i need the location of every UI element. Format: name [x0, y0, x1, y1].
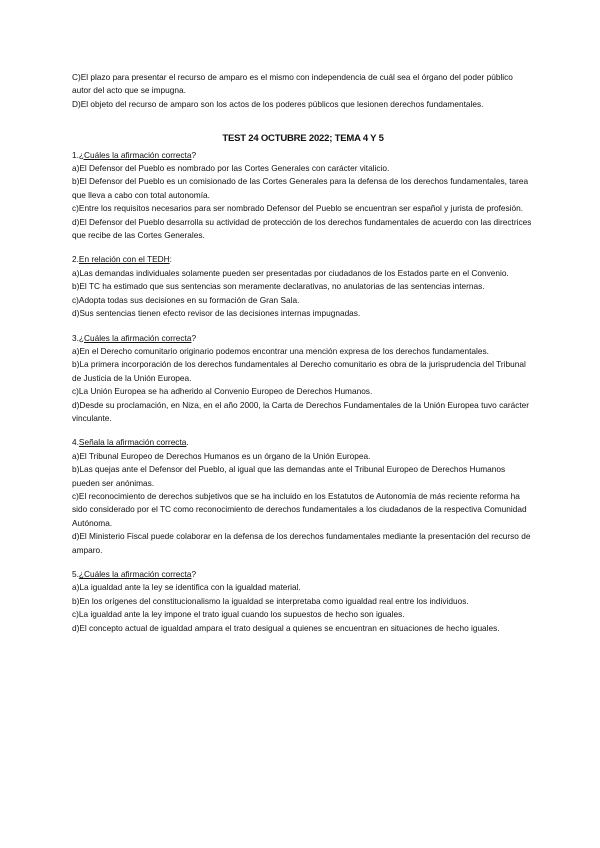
question-number: 3.	[72, 332, 79, 343]
option-b: b)Las quejas ante el Defensor del Pueblo, al igual que las demandas ante el Tribunal Europeo de Derechos Humanos pueden ser anónimas.	[72, 464, 506, 488]
option-b: b)La primera incorporación de los derechos fundamentales al Derecho comunitario es obra de la jurisprudencia del Tribunal de Justicia de la Unión Europea.	[72, 359, 526, 383]
question-suffix: ?	[191, 149, 197, 160]
option-a: a)El Defensor del Pueblo es nombrado por las Cortes Generales con carácter vitalicio.	[72, 163, 390, 174]
question-text: ¿Cuáles la afirmación correcta	[78, 149, 192, 160]
question-header	[72, 568, 534, 581]
document-body	[72, 71, 534, 635]
option-c: c)La igualdad ante la ley impone el trato igual cuando los supuestos de hecho son iguales.	[72, 609, 405, 620]
question-header	[72, 332, 534, 345]
option-d: d)El Ministerio Fiscal puede colaborar en la defensa de los derechos fundamentales mediante la presentación del recurso de amparo.	[72, 531, 531, 555]
question-number: 2.	[72, 254, 79, 265]
option-c: c)El reconocimiento de derechos subjetivos que se ha incluido en los Estatutos de Autonomía de más reciente reforma ha sido considerado por el TC como reconocimiento de derechos fundamentales a los ciudadanos de la respectiva Comunidad Autónoma.	[72, 490, 527, 528]
question-text: En relación con el TEDH	[78, 254, 170, 265]
option-d: d)Sus sentencias tienen efecto revisor de las decisiones internas impugnadas.	[72, 308, 361, 319]
option-d: d)El concepto actual de igualdad ampara el trato desigual a quienes se encuentran en situaciones de hecho iguales.	[72, 622, 500, 633]
intro-paragraph-d: D)El objeto del recurso de amparo son los actos de los poderes públicos que lesionen derechos fundamentales.	[72, 98, 484, 109]
option-b: b)El Defensor del Pueblo es un comisionado de las Cortes Generales para la defensa de los derechos fundamentales, tarea que lleva a cabo con total autonomía.	[72, 176, 529, 200]
option-d: d)Desde su proclamación, en Niza, en el año 2000, la Carta de Derechos Fundamentales de la Unión Europea tuvo carácter vinculante.	[72, 399, 530, 423]
question-suffix: .	[186, 437, 189, 448]
question-suffix: ?	[191, 332, 197, 343]
question-number: 4.	[72, 437, 79, 448]
question-suffix: ?	[191, 569, 197, 579]
option-c: c)Entre los requisitos necesarios para ser nombrado Defensor del Pueblo se encuentran ser español y jurista de profesión.	[72, 203, 524, 214]
question-number: 1.	[72, 149, 79, 160]
question-text: ¿Cuáles la afirmación correcta	[78, 332, 192, 343]
question-1	[72, 149, 534, 243]
question-header	[72, 436, 534, 449]
option-a: a)En el Derecho comunitario originario podemos encontrar una mención expresa de los derechos fundamentales.	[72, 345, 489, 356]
option-b: b)En los orígenes del constitucionalismo la igualdad se interpretaba como igualdad real entre los individuos.	[72, 595, 469, 606]
question-number: 5.	[72, 569, 79, 579]
option-b: b)El TC ha estimado que sus sentencias son meramente declarativas, no anulatorias de las sentencias internas.	[72, 281, 485, 292]
question-header	[72, 149, 534, 162]
intro-paragraph-c: C)El plazo para presentar el recurso de amparo es el mismo con independencia de cuál sea el órgano del poder público autor del acto que se impugna.	[72, 72, 513, 96]
option-a: a)La igualdad ante la ley se identifica con la igualdad material.	[72, 582, 301, 593]
option-d: d)El Defensor del Pueblo desarrolla su actividad de protección de los derechos fundamentales de acuerdo con las directrices que recibe de las Cortes Generales.	[72, 216, 532, 241]
option-a: a)Las demandas individuales solamente pueden ser presentadas por ciudadanos de los Estados parte en el Convenio.	[72, 267, 509, 278]
option-c: c)La Unión Europea se ha adherido al Convenio Europeo de Derechos Humanos.	[72, 386, 373, 397]
option-c: c)Adopta todas sus decisiones en su formación de Gran Sala.	[72, 294, 300, 305]
question-suffix: :	[169, 254, 172, 265]
question-text: ¿Cuáles la afirmación correcta	[78, 569, 192, 579]
question-4	[72, 436, 534, 557]
question-2	[72, 253, 534, 320]
question-5	[72, 568, 534, 635]
test-title: TEST 24 OCTUBRE 2022; TEMA 4 Y 5	[222, 133, 384, 145]
question-3	[72, 332, 534, 426]
question-text: Señala la afirmación correcta	[78, 437, 187, 448]
question-header	[72, 253, 534, 266]
option-a: a)El Tribunal Europeo de Derechos Humanos es un órgano de la Unión Europea.	[72, 450, 371, 461]
